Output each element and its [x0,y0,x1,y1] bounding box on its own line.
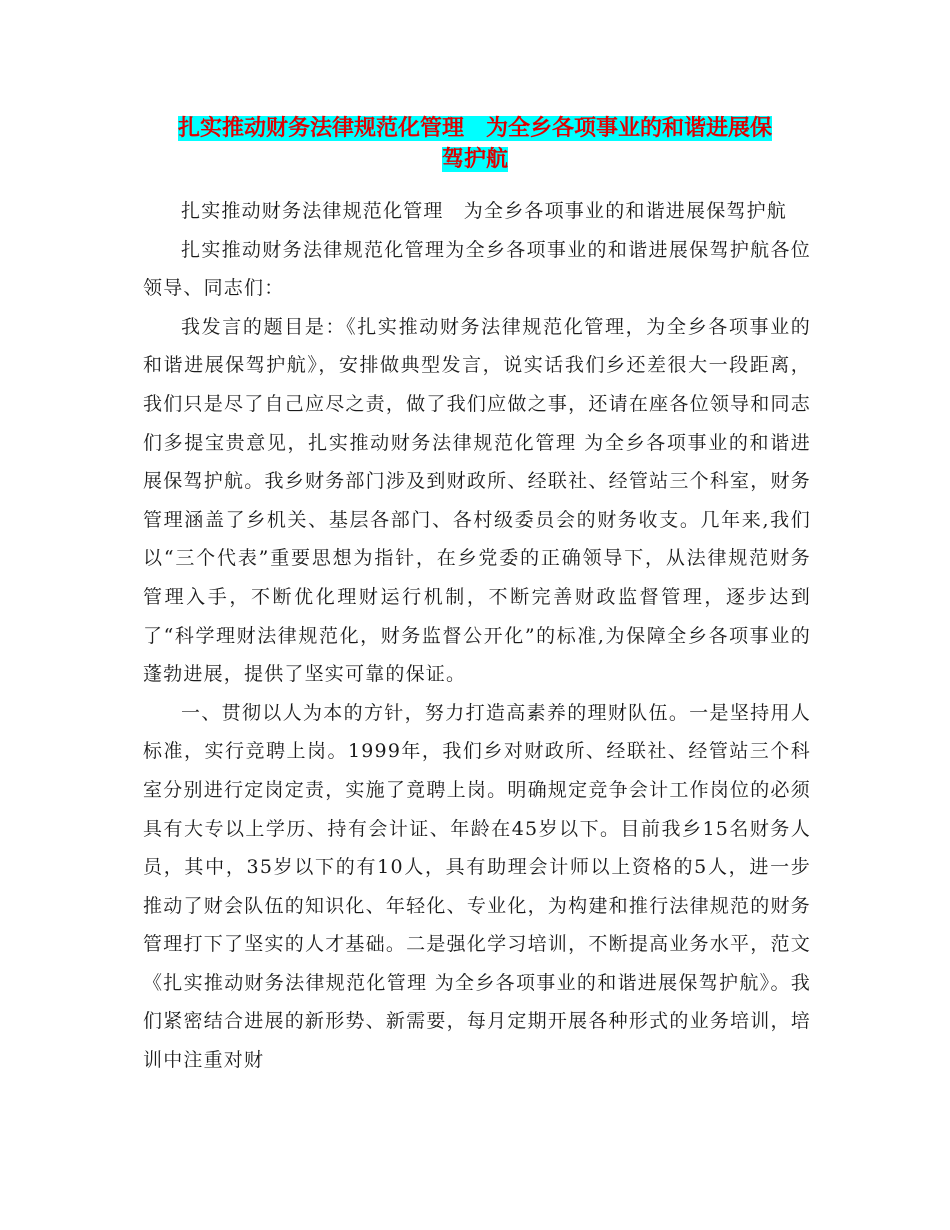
paragraph-greeting: 扎实推动财务法律规范化管理为全乡各项事业的和谐进展保驾护航各位领导、同志们： [143,238,811,300]
paragraph-section-one: 一、贯彻以人为本的方针，努力打造高素养的理财队伍。一是坚持用人标准，实行竞聘上岗。1999年，我们乡对财政所、经联社、经管站三个科室分别进行定岗定责，实施了竟聘上岗。明确规定竞争会计工作岗位的必须具有大专以上学历、持有会计证、年龄在45岁以下。目前我乡15名财务人员，其中，35岁以下的有10人，具有助理会计师以上资格的5人，进一步推动了财会队伍的知识化、年轻化、专业化，为构建和推行法律规范的财务管理打下了坚实的人才基础。二是强化学习培训，不断提高业务水平，范文《扎实推动财务法律规范化管理 为全乡各项事业的和谐进展保驾护航》。我们紧密结合进展的新形势、新需要，每月定期开展各种形式的业务培训，培训中注重对财 [143,701,811,1072]
document-body [143,192,811,1080]
paragraph-subtitle: 扎实推动财务法律规范化管理 为全乡各项事业的和谐进展保驾护航 [181,200,788,222]
title-line-1: 扎实推动财务法律规范化管理 为全乡各项事业的和谐进展保 [177,116,772,141]
title-line-2: 驾护航 [441,147,508,172]
paragraph-intro: 我发言的题目是：《扎实推动财务法律规范化管理，为全乡各项事业的和谐进展保驾护航》，安排做典型发言，说实话我们乡还差很大一段距离，我们只是尽了自己应尽之责，做了我们应做之事，还请在座各位领导和同志们多提宝贵意见，扎实推动财务法律规范化管理 为全乡各项事业的和谐进展保驾护航。我乡财务部门涉及到财政所、经联社、经管站三个科室，财务管理涵盖了乡机关、基层各部门、各村级委员会的财务收支。几年来,我们以“三个代表”重要思想为指针，在乡党委的正确领导下，从法律规范财务管理入手，不断优化理财运行机制，不断完善财政监督管理，逐步达到了“科学理财法律规范化，财务监督公开化”的标准,为保障全乡各项事业的蓬勃进展，提供了坚实可靠的保证。 [143,315,811,686]
document-title [110,113,840,175]
